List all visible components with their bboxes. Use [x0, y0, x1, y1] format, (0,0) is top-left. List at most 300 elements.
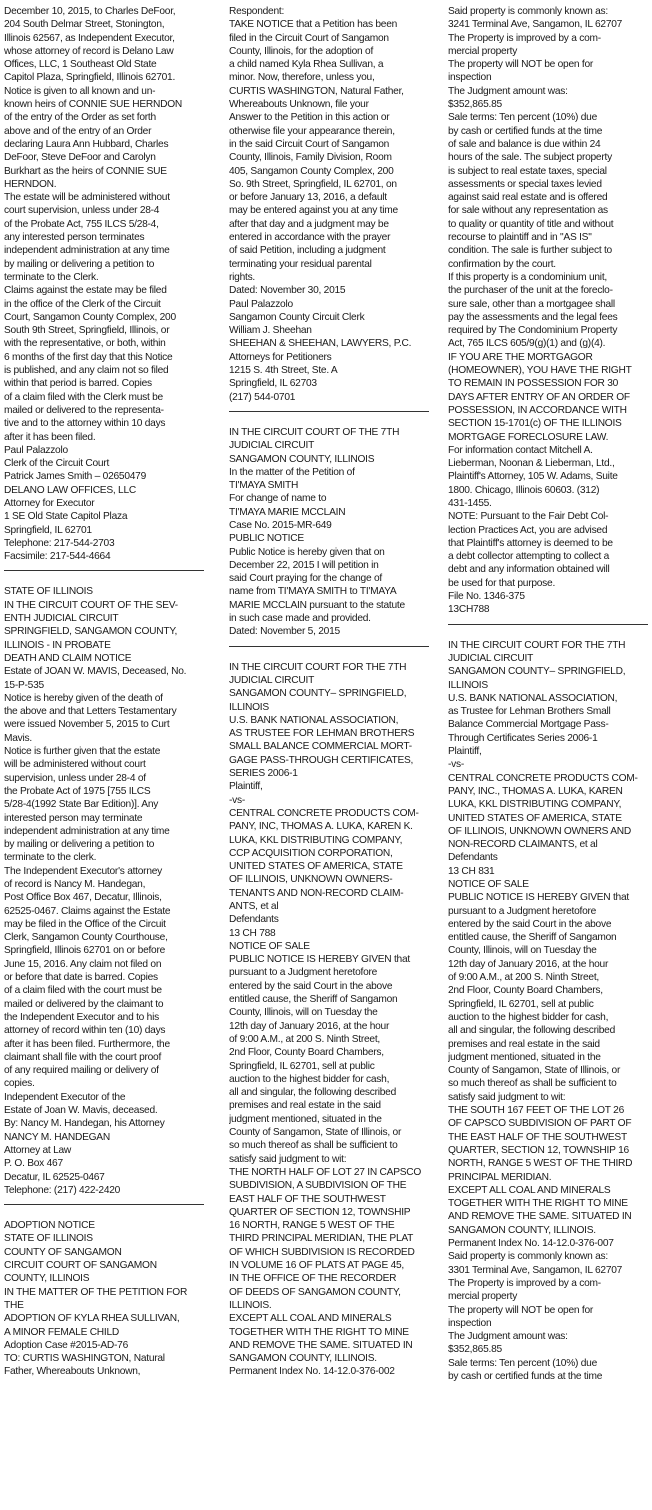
- notice-line: IN THE CIRCUIT COURT OF THE 7TH: [229, 426, 400, 438]
- notice-divider: [229, 646, 429, 647]
- notice-line: a child named Kyla Rhea Sullivan, a: [229, 59, 384, 71]
- notice-line: 16 NORTH, RANGE 5 WEST OF THE: [229, 1220, 395, 1232]
- notice-line: COUNTY OF SANGAMON: [4, 1246, 122, 1258]
- notice-line: HERNDON.: [4, 178, 57, 190]
- notice-line: AS TRUSTEE FOR LEHMAN BROTHERS: [229, 728, 415, 740]
- notice-line: Dated: November 5, 2015: [229, 626, 340, 638]
- notice-line: The estate will be administered without: [4, 192, 170, 204]
- notice-line: Case No. 2015-MR-649: [229, 519, 332, 531]
- notice-line: independent administration at any time: [4, 825, 170, 837]
- notice-line: otherwise file your appearance therein,: [229, 125, 395, 137]
- notice-line: with the representative, or both, within: [4, 338, 166, 350]
- notice-divider: [448, 624, 648, 625]
- notice-line: the Independent Executor and to his: [4, 1011, 159, 1023]
- notice-line: County of Sangamon, State of Illinois, or: [229, 1127, 402, 1139]
- notice-divider: [229, 411, 429, 412]
- notice-line: Said property is commonly known as:: [448, 6, 608, 17]
- legal-notice: [229, 426, 429, 639]
- notice-line: Defendants: [448, 852, 498, 864]
- notice-line: TENANTS AND NON-RECORD CLAIM-: [229, 887, 404, 899]
- notice-line: SANGAMON COUNTY– SPRINGFIELD,: [229, 688, 407, 700]
- notice-line: so much thereof as shall be sufficient to: [229, 1140, 398, 1152]
- notice-line: judgment mentioned, situated in the: [229, 1113, 382, 1125]
- notice-line: Act, 765 ILCS 605/9(g)(1) and (g)(4).: [448, 338, 606, 350]
- notice-line: IN THE OFFICE OF THE RECORDER: [229, 1273, 397, 1285]
- notice-line: (217) 544-0701: [229, 391, 296, 403]
- notice-line: entered by the said Court in the above: [448, 918, 612, 930]
- notice-line: THIRD PRINCIPAL MERIDIAN, THE PLAT: [229, 1233, 414, 1245]
- notice-line: Burkhart as the heirs of CONNIE SUE: [4, 165, 167, 177]
- notice-line: A MINOR FEMALE CHILD: [4, 1326, 120, 1338]
- notice-line: 2nd Floor, County Board Chambers,: [229, 1047, 384, 1059]
- notice-line: or before that date is barred. Copies: [4, 972, 158, 984]
- notice-line: Notice is hereby given of the death of: [4, 692, 163, 704]
- notice-line: 1800. Chicago, Illinois 60603. (312): [448, 484, 600, 496]
- notice-line: sure sale, other than a mortgagee shall: [448, 298, 615, 310]
- notice-line: for sale without any representation as: [448, 205, 608, 217]
- notice-line: Estate of Joan W. Mavis, deceased.: [4, 1105, 158, 1117]
- notice-line: of a claim filed with the court must be: [4, 985, 162, 997]
- notice-line: STATE OF ILLINOIS: [4, 586, 93, 598]
- notice-line: Clerk, Sangamon County Courthouse,: [4, 932, 168, 944]
- notice-divider: [4, 1204, 204, 1205]
- notice-line: ILLINOIS: [448, 679, 488, 691]
- notice-line: TI'MAYA MARIE MCCLAIN: [229, 506, 346, 518]
- notice-line: SANGAMON COUNTY– SPRINGFIELD,: [448, 666, 626, 678]
- notice-line: to quality or quantity of title and without: [448, 218, 614, 230]
- notice-line: NOTICE OF SALE: [448, 879, 529, 890]
- notice-line: Sale terms: Ten percent (10%) due: [448, 112, 597, 124]
- notice-line: entitled cause, the Sheriff of Sangamon: [229, 994, 398, 1006]
- notice-line: 6 months of the first day that this Notice: [4, 351, 173, 363]
- notice-line: any interested person terminates: [4, 232, 145, 244]
- notice-line: IN THE CIRCUIT COURT FOR THE 7TH: [448, 639, 626, 651]
- notice-line: DeFoor, Steve DeFoor and Carolyn: [4, 152, 156, 164]
- notice-line: County of Sangamon, State of Illinois, or: [448, 1065, 621, 1077]
- notice-line: Attorney for Executor: [4, 497, 95, 509]
- notice-line: Springfield, Illinois 62701 on or before: [4, 945, 166, 957]
- notice-line: 1215 S. 4th Street, Ste. A: [229, 365, 338, 377]
- notice-line: IN THE CIRCUIT COURT OF THE SEV-: [4, 599, 178, 611]
- legal-notice: [4, 585, 204, 1197]
- notice-line: Plaintiff's Attorney, 105 W. Adams, Suite: [448, 471, 618, 483]
- notice-line: 3241 Terminal Ave, Sangamon, IL 62707: [448, 19, 623, 31]
- notice-line: EAST HALF OF THE SOUTHWEST: [229, 1193, 386, 1205]
- notice-line: Public Notice is hereby given that on: [229, 546, 385, 558]
- notice-line: 62525-0467. Claims against the Estate: [4, 905, 171, 917]
- notice-line: by mailing or delivering a petition to: [4, 258, 155, 270]
- notice-line: Dated: November 30, 2015: [229, 285, 346, 297]
- notice-line: SANGAMON COUNTY, ILLINOIS.: [229, 1353, 377, 1365]
- notice-line: mercial property: [448, 1291, 518, 1303]
- notice-line: SPRINGFIELD, SANGAMON COUNTY,: [4, 626, 178, 638]
- notice-line: recourse to plaintiff and in "AS IS": [448, 232, 592, 244]
- notice-line: $352,865.85: [448, 1344, 502, 1356]
- notice-line: PUBLIC NOTICE: [229, 533, 304, 545]
- notice-line: CENTRAL CONCRETE PRODUCTS COM-: [229, 807, 419, 819]
- notice-line: Estate of JOAN W. MAVIS, Deceased, No.: [4, 666, 187, 678]
- notice-line: OF DEEDS OF SANGAMON COUNTY,: [229, 1286, 401, 1298]
- notice-line: judgment mentioned, situated in the: [448, 1051, 601, 1063]
- notice-line: THE: [4, 1299, 24, 1311]
- notice-line: Telephone: 217-544-2703: [4, 537, 115, 549]
- notice-line: of the Probate Act, 755 ILCS 5/28-4,: [4, 218, 159, 230]
- legal-notice: [229, 661, 429, 1379]
- notice-line: Patrick James Smith – 02650479: [4, 471, 146, 483]
- notice-line: NORTH, RANGE 5 WEST OF THE THIRD: [448, 1158, 633, 1170]
- notice-line: Paul Palazzolo: [4, 444, 68, 456]
- notice-line: $352,865.85: [448, 99, 502, 111]
- notice-line: NOTICE OF SALE: [229, 940, 310, 952]
- notice-line: Springfield, IL 62701: [4, 524, 92, 536]
- notice-line: AND REMOVE THE SAME. SITUATED IN: [448, 1211, 632, 1223]
- notice-line: confirmation by the court.: [448, 258, 556, 270]
- legal-notice: [4, 1219, 204, 1379]
- notice-line: The property will NOT be open for: [448, 59, 594, 71]
- notice-line: PUBLIC NOTICE IS HEREBY GIVEN that: [229, 954, 410, 966]
- notice-line: The Judgment amount was:: [448, 85, 568, 97]
- notice-line: Adoption Case #2015-AD-76: [4, 1339, 129, 1351]
- notice-line: claimant shall file with the court proof: [4, 1051, 162, 1063]
- notice-line: Respondent:: [229, 6, 285, 17]
- notice-line: 13 CH 831: [448, 865, 495, 877]
- notice-line: PUBLIC NOTICE IS HEREBY GIVEN that: [448, 892, 629, 904]
- legal-notice: [448, 639, 648, 1384]
- notice-line: Springfield, IL 62701, sell at public: [229, 1060, 375, 1072]
- notice-line: Whereabouts Unknown, file your: [229, 99, 369, 111]
- column-2: [229, 5, 429, 1505]
- notice-line: rights.: [229, 271, 255, 283]
- notice-line: JUDICIAL CIRCUIT: [448, 652, 534, 664]
- notice-line: Capitol Plaza, Springfield, Illinois 62701.: [4, 72, 176, 84]
- notice-line: Permanent Index No. 14-12.0-376-007: [448, 1238, 614, 1250]
- notice-line: satisfy said judgment to wit:: [229, 1153, 347, 1165]
- notice-line: SANGAMON COUNTY, ILLINOIS: [229, 453, 375, 465]
- notice-line: all and singular, the following described: [448, 1025, 616, 1037]
- notice-line: Independent Executor of the: [4, 1091, 126, 1103]
- notice-line: entitled cause, the Sheriff of Sangamon: [448, 932, 617, 944]
- legal-notice: [4, 5, 204, 563]
- notice-line: U.S. BANK NATIONAL ASSOCIATION,: [229, 714, 399, 726]
- notice-line: will be administered without court: [4, 759, 146, 771]
- notice-line: of sale and balance is due within 24: [448, 138, 601, 150]
- notice-line: independent administration at any time: [4, 245, 170, 257]
- notice-line: GAGE PASS-THROUGH CERTIFICATES,: [229, 754, 414, 766]
- notice-line: STATE OF ILLINOIS: [4, 1233, 93, 1245]
- notice-line: In the matter of the Petition of: [229, 466, 355, 478]
- notice-line: TOGETHER WITH THE RIGHT TO MINE: [448, 1198, 628, 1210]
- notice-line: Telephone: (217) 422-2420: [4, 1184, 121, 1196]
- notice-line: of 9:00 A.M., at 200 S. Ninth Street,: [448, 972, 600, 984]
- notice-line: SUBDIVISION, A SUBDIVISION OF THE: [229, 1180, 407, 1192]
- notice-line: Plaintiff,: [229, 781, 263, 793]
- notice-line: THE SOUTH 167 FEET OF THE LOT 26: [448, 1105, 624, 1117]
- notice-line: 13 CH 788: [229, 927, 276, 939]
- notice-line: TAKE NOTICE that a Petition has been: [229, 19, 398, 31]
- notice-line: DELANO LAW OFFICES, LLC: [4, 484, 136, 496]
- notice-line: Answer to the Petition in this action or: [229, 112, 390, 124]
- notice-line: auction to the highest bidder for cash,: [229, 1073, 390, 1085]
- notice-line: the above and that Letters Testamentary: [4, 706, 177, 718]
- notice-line: inspection: [448, 72, 492, 84]
- notice-line: so much thereof as shall be sufficient to: [448, 1078, 617, 1090]
- notice-line: Lieberman, Noonan & Lieberman, Ltd.,: [448, 458, 615, 470]
- notice-line: SANGAMON COUNTY, ILLINOIS.: [448, 1224, 596, 1236]
- notice-line: inspection: [448, 1317, 492, 1329]
- notice-line: The Judgment amount was:: [448, 1331, 568, 1343]
- notice-line: Springfield, IL 62703: [229, 378, 317, 390]
- notice-line: Plaintiff,: [448, 746, 482, 758]
- notice-line: December 10, 2015, to Charles DeFoor,: [4, 6, 176, 17]
- notice-line: be used for that purpose.: [448, 577, 556, 589]
- notice-line: QUARTER, SECTION 12, TOWNSHIP 16: [448, 1144, 629, 1156]
- notice-line: is subject to real estate taxes, special: [448, 165, 607, 177]
- notice-line: Attorney at Law: [4, 1144, 72, 1156]
- notice-line: declaring Laura Ann Hubbard, Charles: [4, 138, 169, 150]
- notice-line: debt and any information obtained will: [448, 564, 610, 576]
- notice-line: TI'MAYA SMITH: [229, 480, 299, 492]
- notice-line: LUKA, KKL DISTRIBUTING COMPANY,: [448, 799, 622, 811]
- notice-line: December 22, 2015 I will petition in: [229, 559, 379, 571]
- notice-line: said Court praying for the change of: [229, 573, 382, 585]
- notice-line: auction to the highest bidder for cash,: [448, 1011, 609, 1023]
- notice-line: (HOMEOWNER), YOU HAVE THE RIGHT: [448, 365, 632, 377]
- notice-line: -vs-: [229, 794, 245, 806]
- notice-line: The Property is improved by a com-: [448, 32, 601, 44]
- notice-line: name from TI'MAYA SMITH to TI'MAYA: [229, 586, 397, 598]
- notice-line: satisfy said judgment to wit:: [448, 1091, 566, 1103]
- notice-line: copies.: [4, 1078, 35, 1090]
- notice-line: OF ILLINOIS, UNKNOWN OWNERS-: [229, 874, 393, 886]
- notice-line: The property will NOT be open for: [448, 1304, 594, 1316]
- notice-line: Sangamon County Circuit Clerk: [229, 311, 365, 323]
- notice-line: court supervision, unless under 28-4: [4, 205, 160, 217]
- notice-line: above and of the entry of an Order: [4, 125, 152, 137]
- notice-line: minor. Now, therefore, unless you,: [229, 72, 375, 84]
- notice-line: may be entered against you at any time: [229, 205, 398, 217]
- notice-line: Clerk of the Circuit Court: [4, 458, 110, 470]
- notice-line: IF YOU ARE THE MORTGAGOR: [448, 351, 593, 363]
- notice-line: tive and to the attorney within 10 days: [4, 418, 166, 430]
- notice-line: ADOPTION NOTICE: [4, 1220, 95, 1232]
- notice-line: terminate to the clerk.: [4, 852, 97, 864]
- notice-line: William J. Sheehan: [229, 325, 312, 337]
- notice-line: pursuant to a Judgment heretofore: [448, 905, 597, 917]
- notice-line: Attorneys for Petitioners: [229, 351, 332, 363]
- notice-line: Decatur, IL 62525-0467: [4, 1171, 105, 1183]
- notice-line: supervision, unless under 28-4 of: [4, 772, 146, 784]
- notice-line: 431-1455.: [448, 497, 492, 509]
- notice-line: Claims against the estate may be filed: [4, 285, 167, 297]
- notice-line: THE EAST HALF OF THE SOUTHWEST: [448, 1131, 627, 1143]
- notice-line: IN THE MATTER OF THE PETITION FOR: [4, 1286, 188, 1298]
- notice-line: terminating your residual parental: [229, 258, 372, 270]
- notice-line: as Trustee for Lehman Brothers Small: [448, 706, 611, 718]
- notice-line: filed in the Circuit Court of Sangamon: [229, 32, 389, 44]
- notice-line: SECTION 15-1701(c) OF THE ILLINOIS: [448, 418, 622, 430]
- notice-line: OF WHICH SUBDIVISION IS RECORDED: [229, 1246, 415, 1258]
- notice-line: JUDICIAL CIRCUIT: [229, 674, 315, 686]
- notice-line: PANY, INC., THOMAS A. LUKA, KAREN: [448, 785, 623, 797]
- notice-line: required by The Condominium Property: [448, 325, 618, 337]
- notice-line: Illinois 62567, as Independent Executor,: [4, 32, 175, 44]
- notice-line: TOGETHER WITH THE RIGHT TO MINE: [229, 1326, 409, 1338]
- notice-line: Defendants: [229, 914, 279, 926]
- notice-line: TO REMAIN IN POSSESSION FOR 30: [448, 378, 619, 390]
- notice-line: For change of name to: [229, 493, 327, 505]
- notice-line: after it has been filed.: [4, 431, 96, 443]
- notice-line: LUKA, KKL DISTRIBUTING COMPANY,: [229, 834, 403, 846]
- notice-line: premises and real estate in the said: [448, 1038, 600, 1050]
- notice-line: by mailing or delivering a petition to: [4, 839, 155, 851]
- notice-line: after it has been filed. Furthermore, the: [4, 1038, 170, 1050]
- notice-line: -vs-: [448, 759, 464, 771]
- notice-line: Mavis.: [4, 732, 32, 744]
- notice-line: premises and real estate in the said: [229, 1100, 381, 1112]
- notice-line: If this property is a condominium unit,: [448, 271, 607, 283]
- notice-line: Father, Whereabouts Unknown,: [4, 1366, 141, 1378]
- notice-line: PANY, INC, THOMAS A. LUKA, KAREN K.: [229, 821, 413, 833]
- notice-line: 12th day of January 2016, at the hour: [448, 958, 609, 970]
- notice-line: THE NORTH HALF OF LOT 27 IN CAPSCO: [229, 1166, 422, 1178]
- notice-line: MARIE MCCLAIN pursuant to the statute: [229, 599, 405, 611]
- notice-line: Balance Commercial Mortgage Pass-: [448, 719, 609, 731]
- column-3: [448, 5, 648, 1505]
- notice-line: Post Office Box 467, Decatur, Illinois,: [4, 892, 162, 904]
- column-1: [4, 5, 204, 1505]
- notice-line: Sale terms: Ten percent (10%) due: [448, 1357, 597, 1369]
- notice-line: COUNTY, ILLINOIS: [4, 1273, 90, 1285]
- notice-line: OF ILLINOIS, UNKNOWN OWNERS AND: [448, 825, 632, 837]
- notice-line: of record is Nancy M. Handegan,: [4, 879, 146, 890]
- notice-line: pay the assessments and the legal fees: [448, 311, 618, 323]
- notice-line: of the entry of the Order as set forth: [4, 112, 156, 124]
- notice-line: NANCY M. HANDEGAN: [4, 1131, 110, 1143]
- notice-line: may be filed in the Office of the Circuit: [4, 918, 166, 930]
- notice-line: County, Illinois, Family Division, Room: [229, 152, 392, 164]
- notice-line: P. O. Box 467: [4, 1158, 63, 1170]
- notice-line: of said Petition, including a judgment: [229, 245, 386, 257]
- notice-line: mailed or delivered by the claimant to: [4, 998, 164, 1010]
- notice-line: OF CAPSCO SUBDIVISION OF PART OF: [448, 1118, 632, 1130]
- notice-line: by cash or certified funds at the time: [448, 1370, 603, 1382]
- notice-line: in such case made and provided.: [229, 613, 371, 625]
- notice-line: PRINCIPAL MERIDIAN.: [448, 1171, 552, 1183]
- notice-line: June 15, 2016. Any claim not filed on: [4, 958, 162, 970]
- notice-line: attorney of record within ten (10) days: [4, 1025, 166, 1037]
- notice-line: IN THE CIRCUIT COURT FOR THE 7TH: [229, 661, 407, 673]
- notice-line: NON-RECORD CLAIMANTS, et al: [448, 839, 598, 851]
- notice-line: 13CH788: [448, 604, 490, 616]
- notice-line: Permanent Index No. 14-12.0-376-002: [229, 1366, 395, 1378]
- notice-line: Through Certificates Series 2006-1: [448, 732, 598, 744]
- notice-line: all and singular, the following described: [229, 1087, 397, 1099]
- notice-line: ANTS, et al: [229, 901, 279, 912]
- notice-line: County, Illinois, for the adoption of: [229, 45, 374, 57]
- notice-line: For information contact Mitchell A.: [448, 444, 593, 456]
- notice-line: of a claim filed with the Clerk must be: [4, 391, 163, 403]
- notice-line: IN VOLUME 16 OF PLATS AT PAGE 45,: [229, 1260, 404, 1272]
- notice-line: The Property is improved by a com-: [448, 1277, 601, 1289]
- notice-line: ENTH JUDICIAL CIRCUIT: [4, 613, 119, 625]
- notice-line: So. 9th Street, Springfield, IL 62701, on: [229, 178, 397, 190]
- notice-line: CIRCUIT COURT OF SANGAMON: [4, 1260, 157, 1272]
- notice-line: Said property is commonly known as:: [448, 1251, 608, 1263]
- notice-line: or before January 13, 2016, a default: [229, 192, 387, 204]
- notice-line: Notice is given to all known and un-: [4, 85, 156, 97]
- notice-line: within that period is barred. Copies: [4, 378, 152, 390]
- notice-line: TO: CURTIS WASHINGTON, Natural: [4, 1353, 165, 1365]
- notice-line: in the office of the Clerk of the Circuit: [4, 298, 161, 310]
- notice-line: pursuant to a Judgment heretofore: [229, 967, 378, 979]
- notice-line: 15-P-535: [4, 679, 44, 691]
- notice-line: CENTRAL CONCRETE PRODUCTS COM-: [448, 772, 638, 784]
- notice-line: By: Nancy M. Handegan, his Attorney: [4, 1118, 165, 1130]
- notice-line: AND REMOVE THE SAME. SITUATED IN: [229, 1339, 413, 1351]
- notice-line: DAYS AFTER ENTRY OF AN ORDER OF: [448, 391, 630, 403]
- notice-line: UNITED STATES OF AMERICA, STATE: [448, 812, 622, 824]
- notice-divider: [4, 570, 204, 571]
- notice-line: POSSESSION, IN ACCORDANCE WITH: [448, 404, 627, 416]
- legal-notice: [229, 5, 429, 404]
- notice-line: the purchaser of the unit at the foreclo-: [448, 285, 613, 297]
- notice-line: 1 SE Old State Capitol Plaza: [4, 511, 128, 523]
- notice-line: ILLINOIS: [229, 701, 269, 713]
- notice-line: 12th day of January 2016, at the hour: [229, 1020, 390, 1032]
- notice-line: County, Illinois, will on Tuesday the: [229, 1007, 378, 1019]
- notice-line: the Probate Act of 1975 [755 ILCS: [4, 785, 151, 797]
- notice-line: MORTGAGE FORECLOSURE LAW.: [448, 431, 609, 443]
- notice-line: SHEEHAN & SHEEHAN, LAWYERS, P.C.: [229, 338, 412, 350]
- notice-line: by cash or certified funds at the time: [448, 125, 603, 137]
- notice-line: Springfield, IL 62701, sell at public: [448, 998, 594, 1010]
- notice-line: SMALL BALANCE COMMERCIAL MORT-: [229, 741, 412, 753]
- notice-line: File No. 1346-375: [448, 591, 525, 603]
- notice-line: mercial property: [448, 45, 518, 57]
- notice-line: EXCEPT ALL COAL AND MINERALS: [448, 1184, 611, 1196]
- notice-line: EXCEPT ALL COAL AND MINERALS: [229, 1313, 392, 1325]
- notice-line: a debt collector attempting to collect a: [448, 551, 610, 563]
- notice-line: entered by the said Court in the above: [229, 980, 393, 992]
- notice-line: assessments or special taxes levied: [448, 178, 602, 190]
- notice-line: JUDICIAL CIRCUIT: [229, 440, 315, 452]
- notice-line: 2nd Floor, County Board Chambers,: [448, 985, 603, 997]
- notice-line: 5/28-4(1992 State Bar Edition)]. Any: [4, 799, 159, 811]
- notice-line: is published, and any claim not so filed: [4, 365, 169, 377]
- notice-line: 3301 Terminal Ave, Sangamon, IL 62707: [448, 1264, 623, 1276]
- notice-line: CURTIS WASHINGTON, Natural Father,: [229, 85, 404, 97]
- notice-line: against said real estate and is offered: [448, 192, 608, 204]
- notice-line: interested person may terminate: [4, 812, 143, 824]
- notice-line: 405, Sangamon County Complex, 200: [229, 165, 394, 177]
- notice-line: were issued November 5, 2015 to Curt: [4, 719, 170, 731]
- notice-line: ADOPTION OF KYLA RHEA SULLIVAN,: [4, 1313, 180, 1325]
- notice-line: entered in accordance with the prayer: [229, 232, 391, 244]
- notice-line: known heirs of CONNIE SUE HERNDON: [4, 99, 183, 111]
- notice-line: County, Illinois, will on Tuesday the: [448, 945, 597, 957]
- notice-line: condition. The sale is further subject to: [448, 245, 612, 257]
- notice-line: NOTE: Pursuant to the Fair Debt Col-: [448, 511, 609, 523]
- notice-line: Facsimile: 217-544-4664: [4, 551, 111, 563]
- notice-line: that Plaintiff's attorney is deemed to be: [448, 537, 613, 549]
- notice-line: of any required mailing or delivery of: [4, 1065, 159, 1077]
- notice-line: U.S. BANK NATIONAL ASSOCIATION,: [448, 692, 618, 704]
- notice-line: Notice is further given that the estate: [4, 746, 161, 758]
- notice-line: of 9:00 A.M., at 200 S. Ninth Street,: [229, 1033, 381, 1045]
- notice-line: lection Practices Act, you are advised: [448, 524, 608, 536]
- notice-line: ILLINOIS.: [229, 1299, 272, 1311]
- notice-line: CCP ACQUISITION CORPORATION,: [229, 847, 393, 859]
